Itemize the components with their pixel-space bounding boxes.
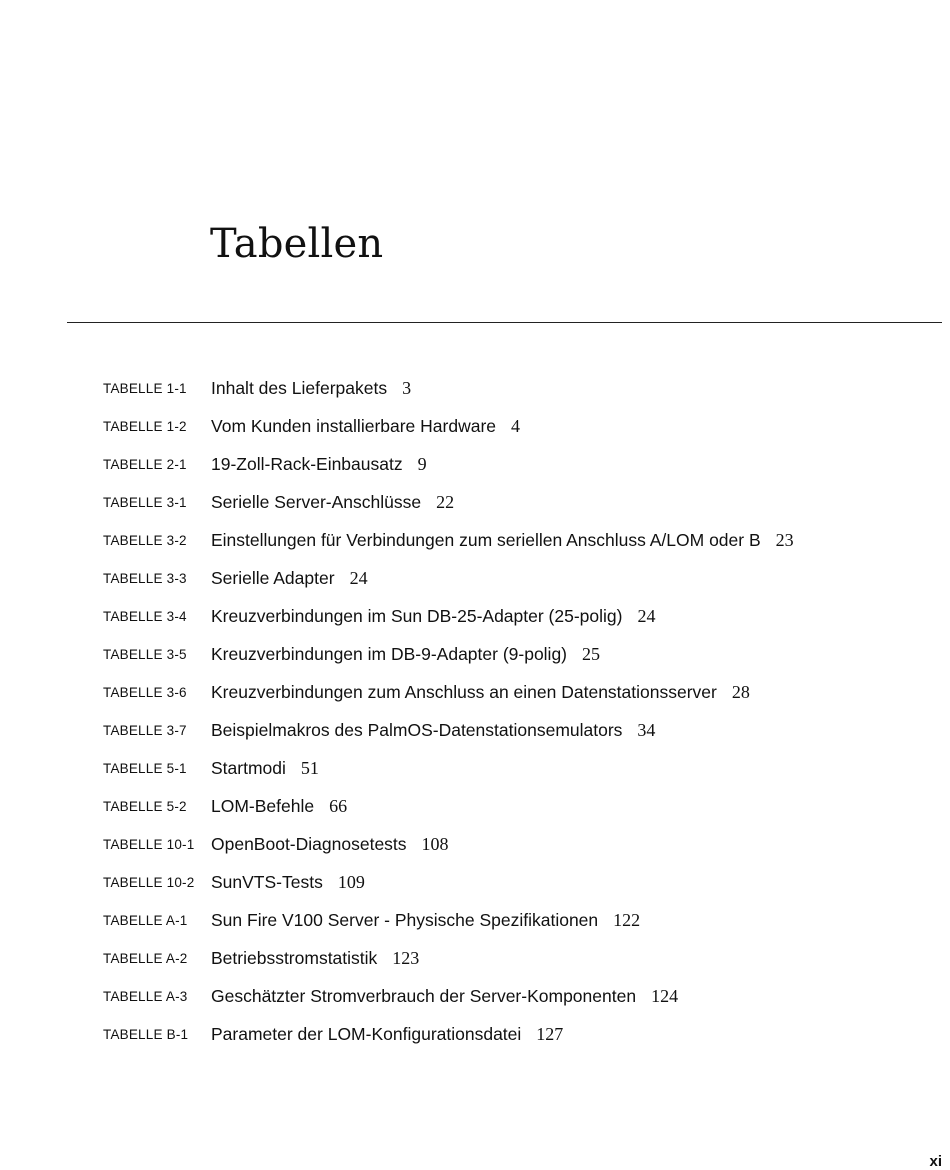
toc-entry[interactable] bbox=[0, 485, 950, 523]
table-title[interactable]: LOM-Befehle bbox=[211, 796, 315, 816]
table-title[interactable]: Kreuzverbindungen im Sun DB-25-Adapter (25-polig) bbox=[211, 606, 623, 626]
table-number: TABELLE 3-2 bbox=[103, 533, 187, 548]
table-title[interactable]: Vom Kunden installierbare Hardware bbox=[211, 416, 497, 436]
table-title[interactable]: Serielle Server-Anschlüsse bbox=[211, 492, 422, 512]
toc-entry[interactable] bbox=[0, 751, 950, 789]
table-number: TABELLE 10-1 bbox=[103, 837, 195, 852]
toc-entry[interactable] bbox=[0, 713, 950, 751]
table-number: TABELLE 3-4 bbox=[103, 609, 187, 624]
table-number: TABELLE 3-7 bbox=[103, 723, 187, 738]
toc-entry-content bbox=[211, 758, 319, 779]
page-number[interactable]: 23 bbox=[775, 530, 794, 550]
toc-entry-content bbox=[211, 454, 427, 475]
toc-entry-content bbox=[211, 492, 454, 513]
page-number[interactable]: 127 bbox=[536, 1024, 564, 1044]
table-number: TABELLE A-3 bbox=[103, 989, 188, 1004]
toc-entry[interactable] bbox=[0, 865, 950, 903]
toc-entry-content bbox=[211, 834, 449, 855]
page-number[interactable]: 51 bbox=[300, 758, 319, 778]
table-title[interactable]: Kreuzverbindungen im DB-9-Adapter (9-polig) bbox=[211, 644, 568, 664]
toc-entry[interactable] bbox=[0, 409, 950, 447]
toc-entry[interactable] bbox=[0, 523, 950, 561]
page-number[interactable]: 123 bbox=[392, 948, 420, 968]
table-title[interactable]: Parameter der LOM-Konfigurationsdatei bbox=[211, 1024, 522, 1044]
toc-entry-content bbox=[211, 986, 678, 1007]
page-number[interactable]: 108 bbox=[421, 834, 449, 854]
table-number: TABELLE 3-3 bbox=[103, 571, 187, 586]
table-number: TABELLE B-1 bbox=[103, 1027, 189, 1042]
table-title[interactable]: Sun Fire V100 Server - Physische Spezifikationen bbox=[211, 910, 599, 930]
table-title[interactable]: Kreuzverbindungen zum Anschluss an einen Datenstationsserver bbox=[211, 682, 717, 702]
table-number: TABELLE 1-1 bbox=[103, 381, 187, 396]
table-number: TABELLE 2-1 bbox=[103, 457, 187, 472]
page-number[interactable]: 4 bbox=[511, 416, 521, 436]
table-title[interactable]: Serielle Adapter bbox=[211, 568, 335, 588]
table-title[interactable]: 19-Zoll-Rack-Einbausatz bbox=[211, 454, 403, 474]
table-title[interactable]: Geschätzter Stromverbrauch der Server-Komponenten bbox=[211, 986, 637, 1006]
page-number[interactable]: 34 bbox=[637, 720, 656, 740]
page-number[interactable]: 3 bbox=[402, 378, 412, 398]
toc-entry-content bbox=[211, 1024, 563, 1045]
page-number[interactable]: 28 bbox=[731, 682, 750, 702]
toc-entry[interactable] bbox=[0, 1017, 950, 1055]
table-number: TABELLE 5-1 bbox=[103, 761, 187, 776]
table-list bbox=[0, 371, 950, 1055]
toc-entry[interactable] bbox=[0, 903, 950, 941]
page-folio: xi bbox=[929, 1153, 942, 1170]
page-number[interactable]: 25 bbox=[582, 644, 601, 664]
toc-entry[interactable] bbox=[0, 447, 950, 485]
page-number[interactable]: 24 bbox=[637, 606, 656, 626]
table-title[interactable]: Startmodi bbox=[211, 758, 286, 778]
page-number[interactable]: 66 bbox=[329, 796, 348, 816]
page-number[interactable]: 124 bbox=[651, 986, 679, 1006]
page-number[interactable]: 122 bbox=[613, 910, 641, 930]
toc-entry-content bbox=[211, 948, 419, 969]
toc-entry-content bbox=[211, 378, 411, 399]
toc-entry[interactable] bbox=[0, 941, 950, 979]
toc-entry-content bbox=[211, 872, 365, 893]
table-title[interactable]: Einstellungen für Verbindungen zum seriellen Anschluss A/LOM oder B bbox=[211, 530, 761, 550]
table-number: TABELLE 3-1 bbox=[103, 495, 187, 510]
title-divider bbox=[67, 322, 942, 323]
toc-entry[interactable] bbox=[0, 827, 950, 865]
table-number: TABELLE A-2 bbox=[103, 951, 188, 966]
table-title[interactable]: Betriebsstromstatistik bbox=[211, 948, 378, 968]
page-number[interactable]: 24 bbox=[349, 568, 368, 588]
toc-entry[interactable] bbox=[0, 371, 950, 409]
toc-entry-content bbox=[211, 910, 640, 931]
table-number: TABELLE 10-2 bbox=[103, 875, 195, 890]
toc-entry-content bbox=[211, 644, 600, 665]
table-title[interactable]: Inhalt des Lieferpakets bbox=[211, 378, 388, 398]
toc-entry-content bbox=[211, 796, 347, 817]
toc-entry-content bbox=[211, 568, 368, 589]
table-number: TABELLE 5-2 bbox=[103, 799, 187, 814]
table-title[interactable]: OpenBoot-Diagnosetests bbox=[211, 834, 407, 854]
table-number: TABELLE 3-6 bbox=[103, 685, 187, 700]
table-number: TABELLE A-1 bbox=[103, 913, 188, 928]
page-title: Tabellen bbox=[210, 221, 384, 267]
toc-entry-content bbox=[211, 682, 750, 703]
table-title[interactable]: SunVTS-Tests bbox=[211, 872, 323, 892]
toc-entry[interactable] bbox=[0, 561, 950, 599]
toc-entry-content bbox=[211, 720, 655, 741]
table-title[interactable]: Beispielmakros des PalmOS-Datenstationsemulators bbox=[211, 720, 623, 740]
page-number[interactable]: 9 bbox=[417, 454, 427, 474]
toc-entry[interactable] bbox=[0, 599, 950, 637]
toc-entry-content bbox=[211, 606, 655, 627]
toc-entry-content bbox=[211, 416, 520, 437]
toc-entry[interactable] bbox=[0, 675, 950, 713]
toc-entry-content bbox=[211, 530, 794, 551]
toc-entry[interactable] bbox=[0, 789, 950, 827]
table-number: TABELLE 1-2 bbox=[103, 419, 187, 434]
toc-entry[interactable] bbox=[0, 979, 950, 1017]
table-number: TABELLE 3-5 bbox=[103, 647, 187, 662]
page-number[interactable]: 109 bbox=[337, 872, 365, 892]
page-number[interactable]: 22 bbox=[436, 492, 455, 512]
toc-entry[interactable] bbox=[0, 637, 950, 675]
